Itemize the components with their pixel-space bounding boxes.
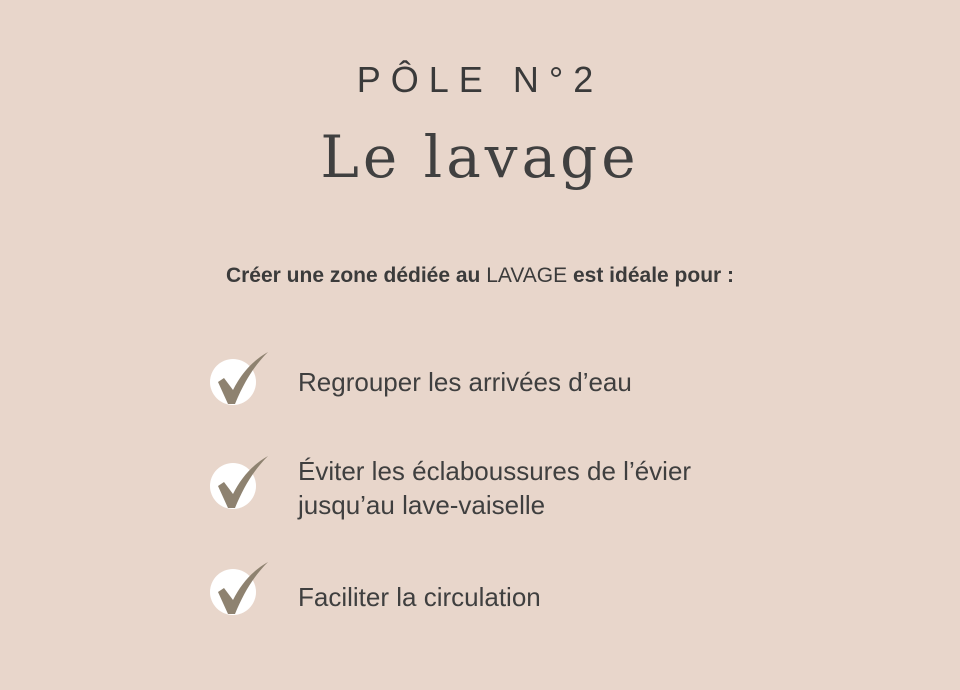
checkmark-icon bbox=[208, 456, 272, 512]
item-text-line-2: jusqu’au lave-vaiselle bbox=[298, 490, 546, 520]
page-title: Le lavage bbox=[320, 123, 640, 191]
item-text: Faciliter la circulation bbox=[298, 582, 541, 612]
item-text: Regrouper les arrivées d’eau bbox=[298, 367, 632, 397]
section-kicker: PÔLE N°2 bbox=[356, 59, 604, 100]
item-text bbox=[298, 454, 798, 522]
intro-part-1: Créer une zone dédiée au bbox=[225, 264, 487, 287]
checkmark-icon bbox=[208, 562, 272, 618]
intro-part-2: est idéale pour : bbox=[567, 264, 735, 287]
intro-highlight: LAVAGE bbox=[486, 264, 568, 287]
item-text-line-1: Éviter les éclaboussures de l’évier bbox=[298, 456, 692, 486]
checkmark-icon bbox=[208, 352, 272, 408]
intro-sentence bbox=[0, 262, 960, 290]
